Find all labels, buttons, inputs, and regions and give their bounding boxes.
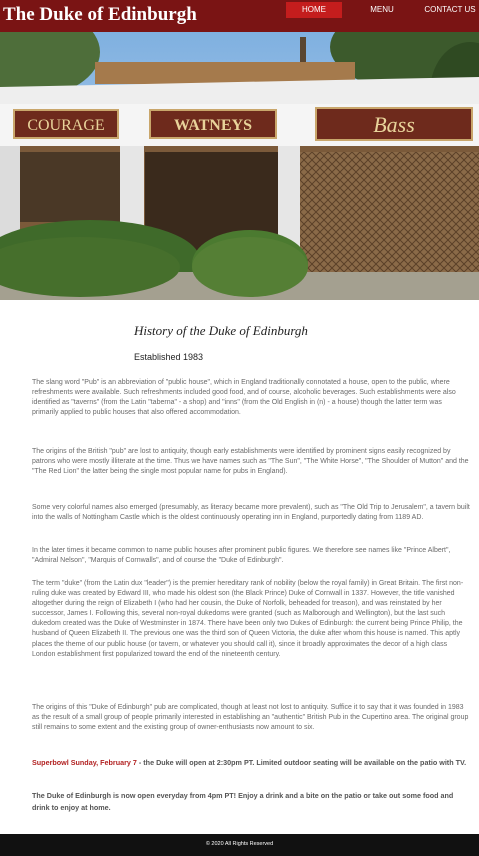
- announcement-text: - the Duke will open at 2:30pm PT. Limited outdoor seating will be available on the patio with TV.: [136, 758, 467, 767]
- history-paragraph-1: The slang word "Pub" is an abbreviation of "public house", which in England traditionally connotated a house, open to the public, where refreshments were available. Such refreshments included good food, and of course, alcoholic beverages. Such establishments were also identified as "taverns" (from the Latin "taberna" - a shop) and "inns" (from the Old English in (n) - a house) though the latter term was primarily applied to public houses that also offered accommodation.: [32, 379, 456, 417]
- history-paragraph-2: The origins of the British "pub" are lost to antiquity, though early establishments were identified by prominent signs easily recognized by patrons who were mostly illiterate at the time. Thus we have names such as "The Sun", "The White Horse", "The Shoulder of Mutton" and the "The Red Lion" the latter being the single most popular name for pubs in England).: [32, 448, 469, 476]
- nav-contact-us[interactable]: CONTACT US: [424, 5, 476, 14]
- hero-image: [0, 32, 479, 300]
- announcement-highlight: Superbowl Sunday, February 7: [32, 758, 137, 767]
- courage-sign: COURAGE: [27, 117, 105, 134]
- bass-sign: Bass: [373, 112, 415, 137]
- announcement: [32, 757, 470, 769]
- nav-menu[interactable]: MENU: [370, 5, 394, 14]
- pub-exterior-photo: [0, 32, 479, 300]
- watneys-sign: WATNEYS: [174, 117, 252, 134]
- history-paragraph-4: In the later times it became common to name public houses after prominent public figures. We therefore see names like "Prince Albert", "Admiral Nelson", "Marquis of Cornwalls", and of course the "Duke of Edinburgh".: [32, 547, 451, 565]
- history-paragraph-3: Some very colorful names also emerged (presumably, as literacy became more prevalent), such as "The Old Trip to Jerusalem", a tavern built into the walls of Nottingham Castle which is the oldest continuously operating inn in England, purportedly dating from 1189 AD.: [32, 504, 470, 522]
- history-paragraph-5: The term "duke" (from the Latin dux "leader") is the premier hereditary rank of nobility (below the royal family) in Great Britain. The first non-ruling duke was created by Edward III, who made his oldest son (the Black Prince) Duke of Cornwall in 1337. However, the title vanished altogether during the reign of Elizabeth I (who had her cousin, the Duke of Norfolk, beheaded for treason), and was reinstated by her successor, James I. Following this, several non-royal dukedoms were granted (such as Malborough and Wellington), but the last such dukedom created was the Duke of Westminster in 1874. There have been only two Dukes of Edinburgh: the current being Prince Philip, the husband of Queen Elizabeth II. The previous one was the third son of Queen Victoria, the duke after whom this house is named. This aptly places the theme of our public house (or tavern, or whatever you should call it), since it broadly approximates the decor of a high class London establishment first popularized toward the end of the nineteenth century.: [32, 580, 464, 658]
- page-title: History of the Duke of Edinburgh: [134, 323, 308, 338]
- copyright-text: © 2020 All Rights Reserved: [205, 841, 274, 847]
- site-footer: [0, 834, 479, 856]
- opening-notice: The Duke of Edinburgh is now open everyday from 4pm PT! Enjoy a drink and a bite on the patio or take out some food and drink to enjoy at home.: [32, 791, 454, 812]
- established-date: Established 1983: [134, 352, 204, 362]
- nav-home[interactable]: HOME: [286, 2, 342, 18]
- history-paragraph-6: The origins of this "Duke of Edinburgh" pub are complicated, though at least not lost to antiquity. Suffice it to say that it was founded in 1983 as the result of a small group of people primarily interested in establishing an "authentic" British Pub in the Cupertino area. The original group still remains to some extent and the existing group of owner-enthusiasts now amount to six.: [32, 704, 469, 732]
- site-header: [0, 0, 479, 32]
- site-title[interactable]: The Duke of Edinburgh: [3, 4, 197, 25]
